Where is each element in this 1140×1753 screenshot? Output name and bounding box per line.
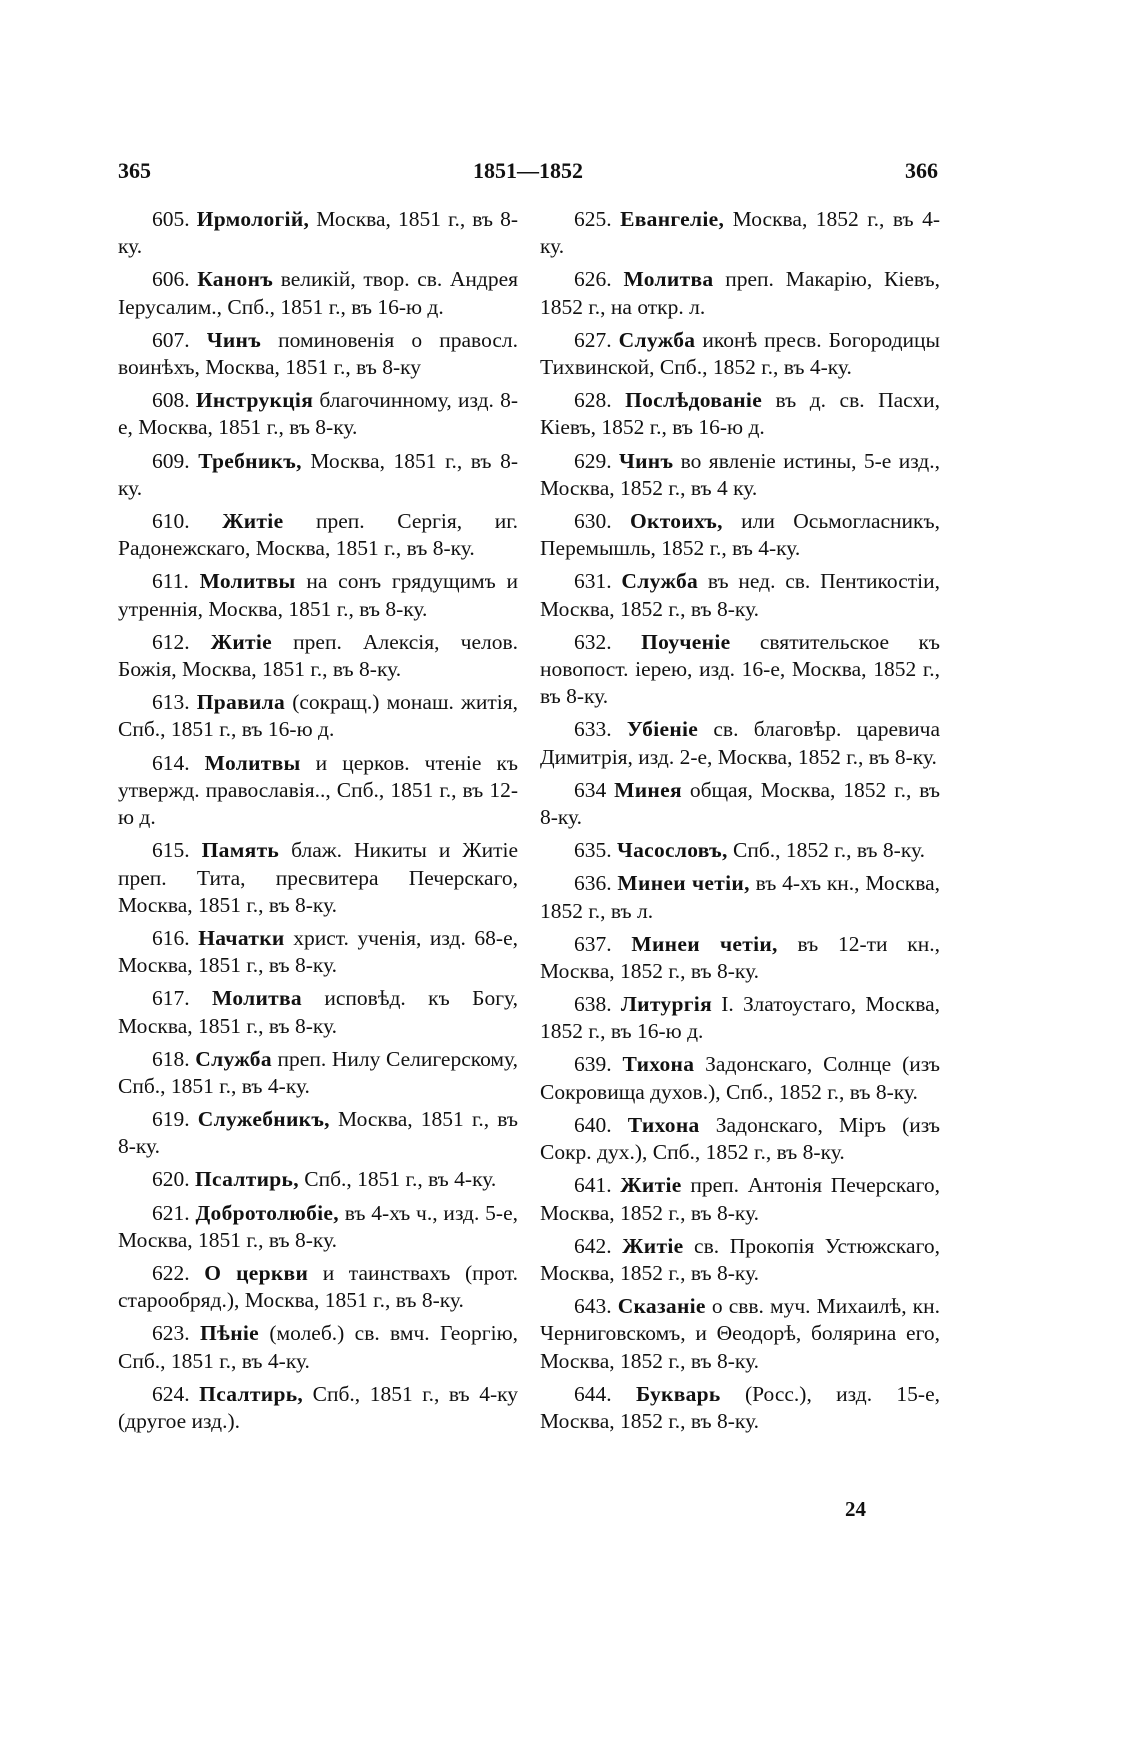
entry-title: Минеи четіи, [631,931,778,956]
catalog-entry [118,1106,518,1161]
catalog-entry [118,985,518,1040]
catalog-entry [540,777,940,832]
entry-details: (молеб.) св. вмч. Георгію, Спб., 1851 г., въ 4-ку. [118,1321,519,1373]
entry-number: 642. [574,1233,612,1258]
entry-details: благочинному, изд. 8-е, Москва, 1851 г., въ 8-ку. [118,388,519,440]
entry-number: 626. [574,267,612,292]
entry-details: преп. Сергія, иг. Радонежскаго, Москва, 1851 г., въ 8-ку. [118,508,519,561]
entry-title: Молитва [623,267,714,292]
entry-details: общая, Москва, 1852 г., въ 8-ку. [540,777,940,830]
entry-title: Псалтирь, [199,1381,304,1406]
entry-number: 635. [574,838,612,863]
entry-details: св. благовѣр. царевича Димитрія, изд. 2-е, Москва, 1852 г., въ 8-ку. [540,717,940,769]
entry-title: Литургія [620,992,713,1017]
entry-number: 632. [574,629,612,654]
entry-details: Задонскаго, Міръ (изъ Сокр. дух.), Спб., 1852 г., въ 8-ку. [540,1112,940,1165]
entry-details: преп. Алексія, челов. Божія, Москва, 1851 г., въ 8-ку. [118,629,519,682]
entry-title: Убіеніе [626,717,699,742]
entry-number: 622. [152,1260,190,1285]
entry-details: въ 12-ти кн., Москва, 1852 г., въ 8-ку. [540,931,940,983]
catalog-entry [118,1320,518,1375]
catalog-entry [118,387,518,442]
entry-title: Житіе [622,1233,684,1258]
entry-number: 607. [152,327,190,352]
entry-title: Молитвы [199,569,296,594]
entry-details: І. Златоустаго, Москва, 1852 г., въ 16-ю д. [540,992,940,1044]
catalog-entry [118,750,518,832]
entry-title: Ирмологій, [196,207,310,231]
catalog-entry [540,991,940,1046]
entry-number: 627. [574,327,612,352]
entry-title: Чинъ [619,448,674,473]
entry-title: Память [201,838,280,863]
entry-title: Букварь [635,1381,721,1406]
entry-title: Часословъ, [617,838,728,863]
entry-details: Задонскаго, Солнце (изъ Сокровища духов.), Спб., 1852 г., въ 8-ку. [540,1052,940,1104]
catalog-entry [118,925,518,980]
entry-details: св. Прокопія Устюжскаго, Москва, 1852 г., въ 8-ку. [540,1233,940,1285]
catalog-entry [540,508,940,563]
entry-title: Пѣніе [199,1321,259,1346]
entry-details: и таинствахъ (прот. старообряд.), Москва, 1851 г., въ 8-ку. [118,1260,518,1313]
entry-title: Служба [621,569,699,594]
entry-details: въ 4-хъ кн., Москва, 1852 г., въ л. [540,871,940,923]
catalog-entry [540,1233,940,1288]
page-number-left: 365 [118,158,151,183]
entry-details: Москва, 1852 г., въ 4-ку. [540,207,941,259]
entry-number: 618. [152,1046,190,1071]
catalog-entry [540,206,940,261]
page-number-right: 366 [905,158,938,183]
entry-number: 623. [152,1321,190,1346]
catalog-entry [118,689,518,744]
entry-title: Чинъ [206,327,262,352]
right-column [540,206,940,1441]
entry-number: 619. [152,1107,190,1132]
catalog-entry [540,448,940,503]
entry-details: великій, твор. св. Андрея Іерусалим., Спб., 1851 г., въ 16-ю д. [118,267,519,319]
catalog-entry [540,1112,940,1167]
entry-number: 636. [574,871,612,896]
entry-number: 610. [152,508,190,533]
entry-title: Правила [196,690,286,715]
entry-number: 616. [152,925,190,950]
entry-details: въ д. св. Пасхи, Кіевъ, 1852 г., въ 16-ю д. [540,388,941,440]
catalog-entry [540,1293,940,1375]
catalog-entry [540,716,940,771]
entry-title: Поученіе [641,629,731,654]
entry-number: 643. [574,1294,612,1319]
signature-mark: 24 [845,1497,866,1521]
catalog-entry [540,1051,940,1106]
entry-number: 611. [152,569,189,594]
entry-details: или Осьмогласникъ, Перемышль, 1852 г., въ 4-ку. [540,508,940,561]
entry-details: Москва, 1851 г., въ 8-ку. [118,448,519,500]
catalog-entry [540,387,940,442]
catalog-entry [118,568,518,623]
catalog-entry [118,1260,518,1315]
entry-number: 612. [152,629,190,654]
entry-details: преп. Антонія Печерскаго, Москва, 1852 г., въ 8-ку. [540,1173,940,1225]
entry-number: 630. [574,508,612,533]
entry-details: поминовенія о правосл. воинѣхъ, Москва, 1851 г., въ 8-ку [118,327,518,380]
catalog-entry [118,327,518,382]
catalog-entry [118,266,518,321]
entry-details: о свв. муч. Михаилѣ, кн. Черниговскомъ, и Θеодорѣ, болярина его, Москва, 1852 г., въ 8-ку. [540,1294,940,1373]
catalog-entry [540,629,940,711]
entry-title: Послѣдованіе [625,388,763,413]
entry-number: 608. [152,388,190,413]
left-column [118,206,518,1441]
catalog-entry [540,870,940,925]
entry-number: 644. [574,1381,612,1406]
entry-title: Тихона [622,1052,695,1077]
catalog-entry [540,327,940,382]
entry-number: 640. [574,1112,612,1137]
entry-title: Минеи четіи, [617,871,750,896]
catalog-entry [118,629,518,684]
catalog-entry [118,1381,518,1436]
entry-title: Минея [614,777,682,802]
entry-details: христ. ученія, изд. 68-е, Москва, 1851 г., въ 8-ку. [118,925,519,978]
entry-number: 605. [152,207,190,231]
entry-details: (Росс.), изд. 15-е, Москва, 1852 г., въ 8-ку. [540,1381,941,1434]
entry-number: 625. [574,207,612,231]
catalog-entry [540,266,940,321]
catalog-entry [118,1046,518,1101]
entry-details: святительское къ новопост. іерею, изд. 16-е, Москва, 1852 г., въ 8-ку. [540,629,941,709]
entry-details: Спб., 1851 г., въ 4-ку (другое изд.). [118,1381,518,1434]
page-title: 1851—1852 [473,158,583,183]
entry-title: Канонъ [197,267,274,292]
entry-details: иконѣ пресв. Богородицы Тихвинской, Спб., 1852 г., въ 4-ку. [540,327,941,380]
entry-details: Спб., 1852 г., въ 8-ку. [733,838,925,863]
entry-title: Октоихъ, [630,508,723,533]
entry-title: Начатки [198,925,285,950]
catalog-entry [540,1381,940,1436]
entry-details: на сонъ грядущимъ и утреннія, Москва, 1851 г., въ 8-ку. [118,569,519,621]
entry-title: Житіе [210,629,273,654]
entry-details: и церков. чтеніе къ утвержд. православія.., Спб., 1851 г., въ 12-ю д. [118,750,519,830]
entry-number: 614. [152,750,190,775]
catalog-entry [118,206,518,261]
entry-title: Служебникъ, [197,1107,330,1132]
entry-number: 631. [574,569,612,594]
entry-title: Евангеліе, [620,207,725,231]
entry-title: Молитвы [204,750,301,775]
entry-title: Тихона [627,1112,700,1137]
entry-details: въ нед. св. Пентикостіи, Москва, 1852 г., въ 8-ку. [540,569,940,621]
entry-number: 638. [574,992,612,1017]
entry-title: Требникъ, [198,448,302,473]
entry-number: 624. [152,1381,190,1406]
catalog-entry [540,568,940,623]
entry-number: 639. [574,1052,612,1077]
entry-number: 609. [152,448,190,473]
entry-details: во явленіе истины, 5-е изд., Москва, 1852 г., въ 4 ку. [540,448,940,500]
entry-number: 634 [574,777,607,802]
entry-details: (сокращ.) монаш. житія, Спб., 1851 г., въ 16-ю д. [118,690,519,742]
entry-details: въ 4-хъ ч., изд. 5-е, Москва, 1851 г., въ 8-ку. [118,1200,518,1252]
entry-number: 637. [574,931,612,956]
entry-title: Служба [195,1046,272,1071]
entry-number: 620. [152,1167,190,1192]
entry-details: преп. Нилу Селигерскому, Спб., 1851 г., въ 4-ку. [118,1046,519,1098]
entry-number: 628. [574,388,612,413]
catalog-entry [540,931,940,986]
entry-number: 621. [152,1200,190,1225]
catalog-entry [540,837,940,864]
entry-number: 615. [152,838,190,863]
entry-title: Псалтирь, [195,1167,299,1192]
catalog-entry [118,448,518,503]
entry-details: Москва, 1851 г., въ 8-ку. [118,1107,519,1159]
entry-title: О церкви [204,1260,309,1285]
catalog-entry [540,1172,940,1227]
entry-number: 633. [574,717,612,742]
entry-title: Житіе [222,508,284,533]
catalog-entry [118,837,518,919]
entry-title: Сказаніе [617,1294,706,1319]
entry-details: исповѣд. къ Богу, Москва, 1851 г., въ 8-ку. [118,986,519,1038]
entry-title: Житіе [620,1173,682,1198]
entry-title: Молитва [212,986,302,1011]
entry-number: 606. [152,267,190,292]
catalog-entry [118,508,518,563]
entry-details: преп. Макарію, Кіевъ, 1852 г., на откр. л. [540,267,941,319]
catalog-entry [118,1200,518,1255]
entry-title: Инструкція [195,388,314,413]
entry-title: Служба [618,327,696,352]
catalog-entry [118,1166,518,1193]
entry-details: Москва, 1851 г., въ 8-ку. [118,207,519,259]
entry-title: Добротолюбіе, [195,1200,339,1225]
entry-details: блаж. Никиты и Житіе преп. Тита, пресвитера Печерскаго, Москва, 1851 г., въ 8-ку. [118,838,519,917]
entry-number: 617. [152,986,190,1011]
entry-details: Спб., 1851 г., въ 4-ку. [304,1167,497,1192]
entry-number: 613. [152,690,190,715]
entry-number: 629. [574,448,612,473]
entry-number: 641. [574,1173,612,1198]
